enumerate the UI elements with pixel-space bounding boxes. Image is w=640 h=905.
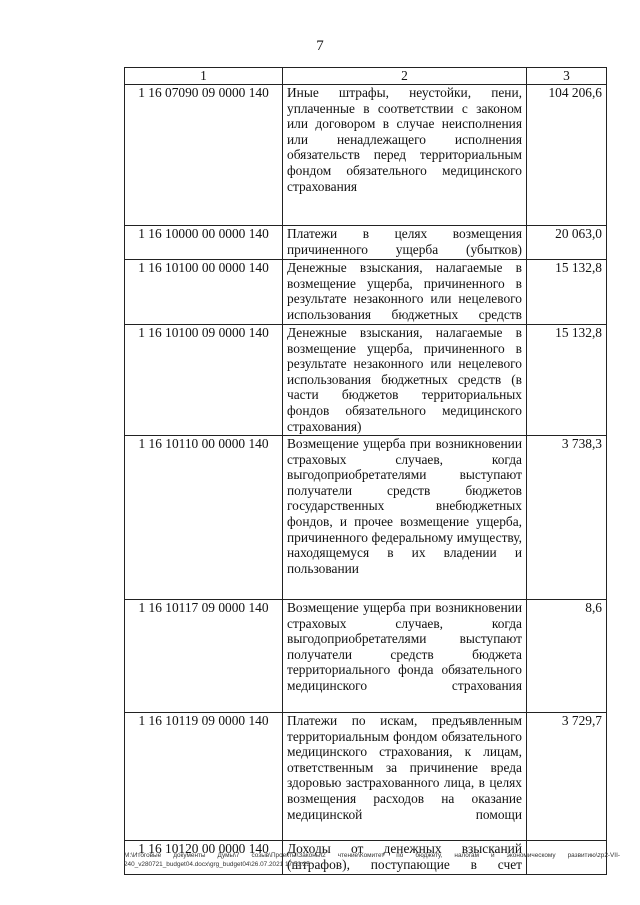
row-description: Платежи в целях возмещения причиненного ущерба (убытков): [283, 226, 527, 260]
table-row: [125, 226, 607, 260]
row-description: Возмещение ущерба при возникновении страховых случаев, когда выгодоприобретателями выступают получатели средств бюджета территориального фонда обязательного медицинского страхования: [283, 600, 527, 713]
row-description: Иные штрафы, неустойки, пени, уплаченные в соответствии с законом или договором в случае неисполнения или ненадлежащего исполнения обязательств перед территориальным фондом обязательного медицинского страхования: [283, 85, 527, 226]
row-amount: 15 132,8: [527, 260, 607, 325]
row-amount: 3 729,7: [527, 713, 607, 841]
table-row: [125, 600, 607, 713]
table-row: [125, 325, 607, 436]
row-code: 1 16 10000 00 0000 140: [125, 226, 283, 260]
row-code: 1 16 10100 00 0000 140: [125, 260, 283, 325]
document-footer-path: M:\Итоговые документы Думы\7 созыв\Проекты\Законы\2 чтение\Комитет по бюджету, налогам и экономическому развитию\zp2-VII-240_v280721_budget04.docx\grg_budget04\26.07.2021 17:53:25: [124, 852, 620, 868]
row-amount: 3 738,3: [527, 436, 607, 600]
row-amount: 20 063,0: [527, 226, 607, 260]
page-number: 7: [316, 38, 324, 54]
table-header-row: [125, 68, 607, 85]
row-description: Денежные взыскания, налагаемые в возмещение ущерба, причиненного в результате незаконного или нецелевого использования бюджетных средств: [283, 260, 527, 325]
budget-revenue-table: [124, 67, 607, 875]
row-code: 1 16 10117 09 0000 140: [125, 600, 283, 713]
table-row: [125, 85, 607, 226]
row-amount: 104 206,6: [527, 85, 607, 226]
row-amount: 15 132,8: [527, 325, 607, 436]
row-code: 1 16 10110 00 0000 140: [125, 436, 283, 600]
row-amount: 8,6: [527, 600, 607, 713]
row-code: 1 16 10119 09 0000 140: [125, 713, 283, 841]
table-row: [125, 260, 607, 325]
row-code: 1 16 10100 09 0000 140: [125, 325, 283, 436]
column-header-code: 1: [125, 68, 283, 85]
row-description: Доходы от денежных взысканий (штрафов), поступающие в счет: [283, 841, 527, 875]
table-row: [125, 713, 607, 841]
row-description: Денежные взыскания, налагаемые в возмещение ущерба, причиненного в результате незаконного или нецелевого использования бюджетных средств (в части бюджетов территориальных фондов обязательного медицинского страхования): [283, 325, 527, 436]
row-code: 1 16 10120 00 0000 140: [125, 841, 283, 875]
row-description: Возмещение ущерба при возникновении страховых случаев, когда выгодоприобретателями выступают получатели средств бюджетов государственных внебюджетных фондов, и прочее возмещение ущерба, причиненного федеральному имуществу, находящемуся в их владении и пользовании: [283, 436, 527, 600]
column-header-amount: 3: [527, 68, 607, 85]
column-header-description: 2: [283, 68, 527, 85]
row-code: 1 16 07090 09 0000 140: [125, 85, 283, 226]
row-description: Платежи по искам, предъявленным территориальным фондом обязательного медицинского страхования, к лицам, ответственным за причинение вреда здоровью застрахованного лица, в целях возмещения расходов на оказание медицинской помощи: [283, 713, 527, 841]
table-row: [125, 436, 607, 600]
